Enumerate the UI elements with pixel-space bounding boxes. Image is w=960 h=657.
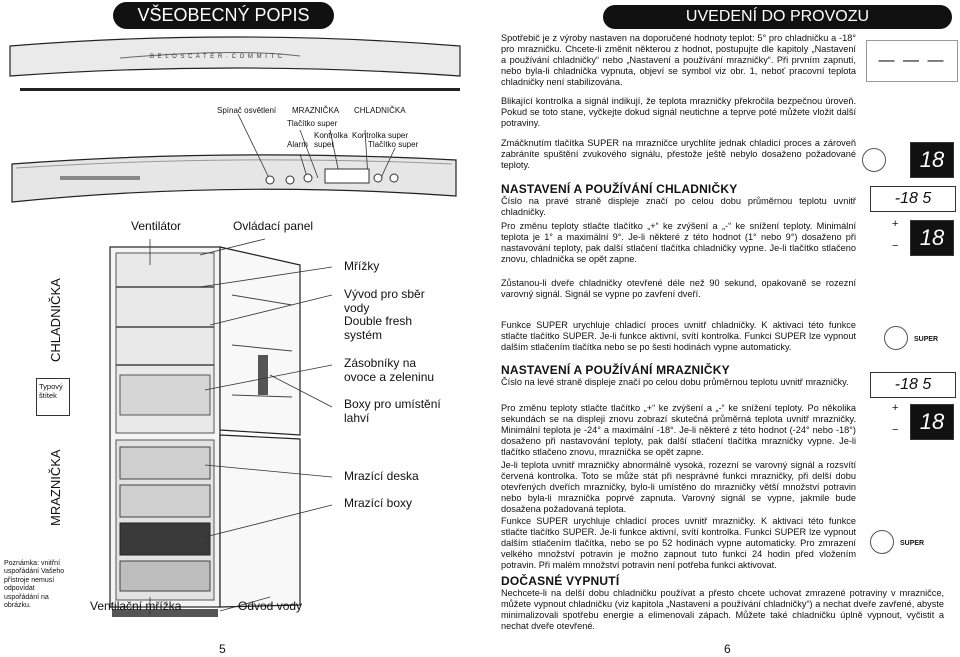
label-super-button-fridge: Tlačítko super (368, 140, 419, 149)
display-6-plus-icon: + (892, 402, 899, 414)
label-light-switch: Spínač osvětlení (217, 106, 277, 115)
page-number-right: 6 (724, 642, 731, 656)
label-crispers: Zásobníky na ovoce a zeleninu (344, 356, 435, 384)
display-figure-5: -18 5 (870, 372, 956, 398)
alarm-paragraph: Blikající kontrolka a signál indikují, že teplota mrazničky překročila bezpečnou úroveň. Pokud se toto stane, vyčkejte dokud signál neutichne a teprve poté můžete vložit další potraviny. (501, 96, 856, 128)
display-4-minus-icon: − (892, 240, 899, 252)
fridge-temp-paragraph: Pro změnu teploty stlačte tlačítko „+“ ke zvýšení a „-“ ke snížení teploty. Minimální teplota je 1° a maximální 9°. Je-li některé z této hodnot (1° nebo 9°) dosaženo při nastavování teploty, pak další stlačení tlačítka chladničky vypne. Je-li tlačítko stlačeno znovu, chladnička se opět zapne. (501, 221, 856, 264)
label-freezer-plate: Mrazící deska (344, 469, 419, 483)
side-label-freezer: MRAZNIČKA (48, 449, 63, 526)
freezer-alarm-paragraph: Je-li teplota uvnitř mrazničky abnormálně vysoká, rozezní se varovný signál a rozsvítí červená kontrolka. Toto se může stát při nesprávné funkci mrazničky, při delší dobu otevřených dveřích mrazničky, bylo-li umístěno do mrazničky větší množství potravin nebo byla-li mraznička poprvé zapnuta. Varovný signál se vypne, jakmile bude dosažena požadovaná teplota. (501, 460, 856, 514)
heading-fridge-settings: NASTAVENÍ A POUŽÍVÁNÍ CHLADNIČKY (501, 182, 738, 196)
label-super-indicator-freezer: Kontrolka super (314, 131, 348, 149)
super-paragraph: Zmáčknutím tlačítka SUPER na mrazničce urychlíte jednak chladicí proces a zároveň zabráníte spuštění zvukového signálu, přestože ještě nebylo dosaženo požadované teploty. (501, 138, 856, 170)
label-control-panel: Ovládací panel (233, 219, 314, 233)
layout-note: Poznámka: vnitřní uspořádání Vašeho přístroje nemusí odpovídat uspořádání na obrázku. (4, 560, 65, 610)
label-water-outlet: Odvod vody (238, 599, 303, 613)
fridge-display-paragraph: Číslo na pravé straně displeje značí po celou dobu průměrnou teplotu uvnitř chladničky. (501, 196, 856, 217)
label-fridge-panel: CHLADNIČKA (354, 106, 406, 115)
fridge-illustration (0, 225, 470, 625)
freezer-temp-paragraph: Pro změnu teploty stlačte tlačítko „+“ ke zvýšení a „-“ ke snížení teploty. Po několika sekundách se na displeji znovu zobrazí skutečná průměrná teplota uvnitř mrazničky. Minimální teplota je -24° a maximální -18°. Je-li některé z této hodnot (-24° nebo -18°) dosaženo při nastavování teploty, pak další stlačení tlačítka mrazničky vypne. Je-li tlačítko stlačeno znovu, mraznička se opět zapne. (501, 403, 856, 457)
label-water-drain: Vývod pro sběr vody Double fresh systém (344, 287, 425, 342)
side-label-fridge: CHLADNIČKA (48, 278, 63, 362)
super-button-figure-freezer (866, 526, 936, 562)
super-label-freezer: SUPER (900, 540, 925, 547)
display-figure-2 (862, 140, 954, 180)
label-freezer-boxes: Mrazící boxy (344, 496, 413, 510)
display-2-value: 18 (910, 142, 954, 178)
super-label: SUPER (914, 336, 939, 343)
label-vent-grille: Ventilační mřížka (90, 599, 182, 613)
label-super-indicator-fridge: Kontrolka super (352, 131, 409, 140)
heading-temporary-off: DOČASNÉ VYPNUTÍ (501, 574, 620, 588)
fridge-door-paragraph: Zůstanou-li dveře chladničky otevřené déle než 90 sekund, opakovaně se rozezní varovný signál. Signál se vypne po zavření dveří. (501, 278, 856, 299)
fridge-super-paragraph: Funkce SUPER urychluje chladicí proces uvnitř chladničky. K aktivaci této funkce stlačte tlačítko SUPER. Je-li funkce aktivní, svítí kontrolka. Funkci SUPER lze vypnout dalším stlačením tlačítka nebo se po šesti hodinách vypne automaticky. (501, 320, 856, 352)
label-super-button: Tlačítko super (287, 119, 338, 128)
panel-strip-text: B E L O S C A T E R · C O M M I T C (150, 54, 284, 60)
label-fan: Ventilátor (131, 219, 182, 233)
left-page-title: VŠEOBECNÝ POPIS (113, 2, 334, 29)
display-4-plus-icon: + (892, 218, 899, 230)
temporary-off-paragraph: Nechcete-li na delší dobu chladničku používat a přesto chcete uchovat zmrazené potraviny v mrazničce, můžete vypnout chladničku (viz kapitola „Nastavení a používání chladničky“) a nechat dveře zavřené, abyste minimalizovali spotřebu energie a elimenovali zápach. Můžete také chladničku úplně vypnout, vyčistit a nechat dveře otevřené. (501, 588, 944, 631)
page-number-left: 5 (219, 642, 226, 656)
freezer-super-paragraph: Funkce SUPER urychluje chladicí proces uvnitř mrazničky. K aktivaci této funkce stlačte tlačítko SUPER. Je-li funkce aktivní, svítí kontrolka. Funkci SUPER lze vypnout dalším stlačením tlačítka, nebo se po 52 hodinách vypne automaticky. Pro zmrazení velkého množství potravin je možno zapnout tuto funkci 24 hodin před vložením potravin. Při malém množství potravin není potřeba funkci aktivovat. (501, 516, 856, 570)
super-button-figure-fridge (880, 322, 950, 358)
intro-paragraph: Spotřebič je z výroby nastaven na doporučené hodnoty teplot: 5° pro chladničku a -18° pro mrazničku. Chcete-li změnit některou z hodnot, postupujte dle kapitoly „Nastavení a používání chladničky“ nebo „Nastavení a používání mrazničky“. Při prvním zapnutí, nebo byla-li chladnička vypnuta, objeví se symbol viz obr. 1, neboť pracovní teplota chladničky není stabilizována. (501, 33, 856, 87)
display-2-icon (862, 148, 886, 172)
display-figure-3: -18 5 (870, 186, 956, 212)
heading-freezer-settings: NASTAVENÍ A POUŽÍVÁNÍ MRAZNIČKY (501, 363, 730, 377)
display-figure-6 (862, 402, 954, 444)
display-figure-4 (862, 218, 954, 260)
type-label: Typový štítek (36, 378, 70, 416)
display-figure-1: — — — (866, 40, 958, 82)
display-6-value: 18 (910, 404, 954, 440)
label-shelves: Mřížky (344, 259, 380, 273)
freezer-display-paragraph: Číslo na levé straně displeje značí po celou dobu průměrnou teplotu uvnitř mrazničky. (501, 377, 849, 387)
super-icon (884, 326, 908, 350)
label-alarm: Alarm (287, 140, 308, 149)
super-icon-freezer (870, 530, 894, 554)
right-page-title: UVEDENÍ DO PROVOZU (603, 5, 952, 29)
label-bottle-boxes: Boxy pro umístění lahví (344, 397, 441, 425)
display-4-value: 18 (910, 220, 954, 256)
display-6-minus-icon: − (892, 424, 899, 436)
label-freezer-panel: MRAZNIČKA (292, 106, 340, 115)
